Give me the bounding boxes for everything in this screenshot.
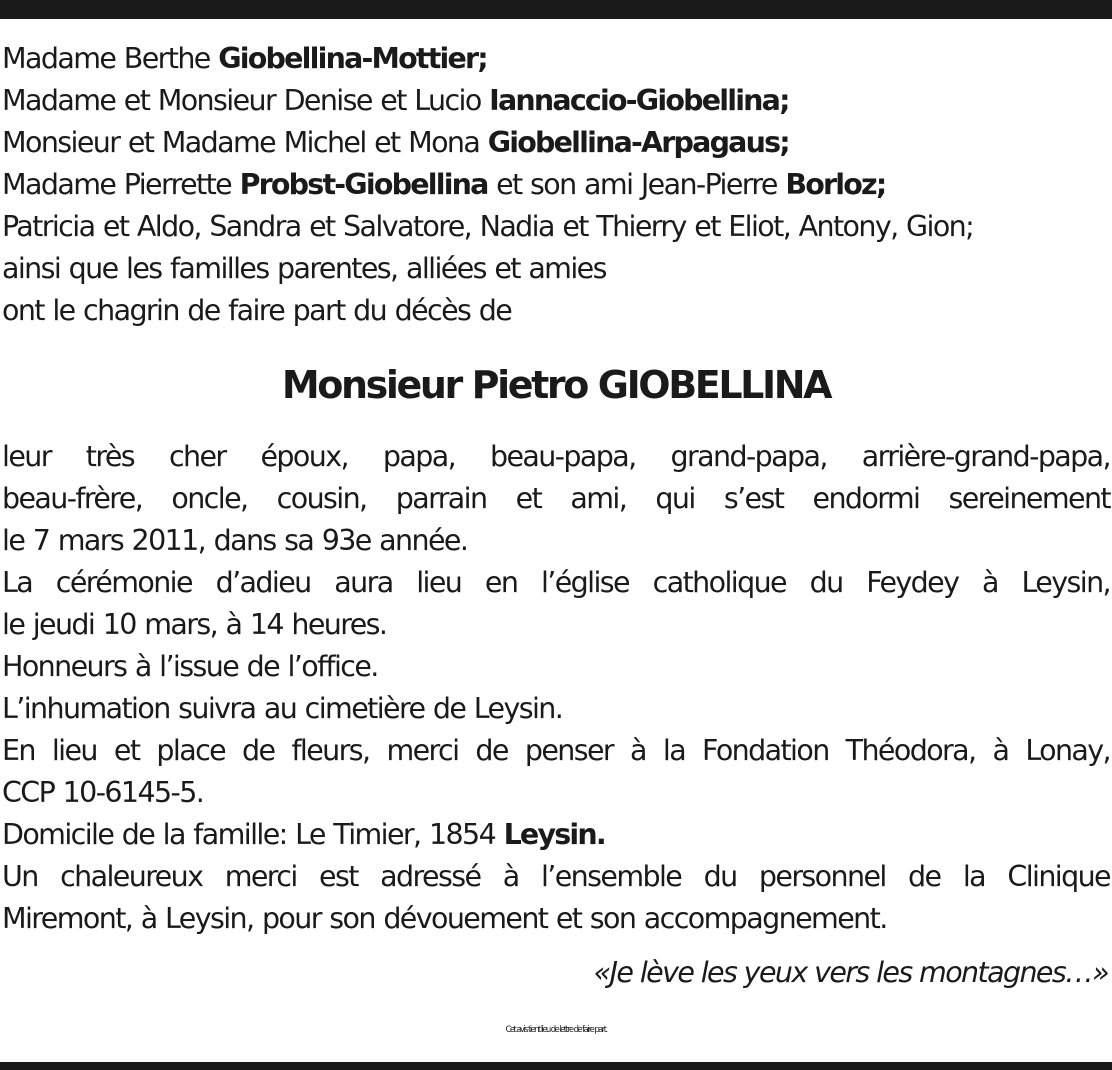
address-text: Domicile de la famille: Le Timier, 1854 [2,818,504,851]
family-line-text: ainsi que les familles parentes, alliées et amies [2,252,606,285]
body-line: Un chaleureux merci est adressé à l’ensemble du personnel de la Clinique [2,860,1110,893]
announcement-intro [2,292,511,330]
body-line: leur très cher époux, papa, beau-papa, grand-papa, arrière-grand-papa, [2,440,1110,473]
family-line [2,208,973,246]
family-line [2,40,487,78]
family-line-text: ont le chagrin de faire part du décès de [2,294,512,327]
closing-note: Cet avis tient lieu de lettre de faire part. [505,1025,607,1035]
body-line: L’inhumation suivra au cimetière de Leysin. [2,692,563,725]
family-line [2,124,789,162]
closing-quote: «Je lève les yeux vers les montagnes…» [593,956,1108,989]
body-line: le 7 mars 2011, dans sa 93e année. [2,524,468,557]
body-line: beau-frère, oncle, cousin, parrain et ami, qui s’est endormi sereinement [2,482,1110,515]
family-line [2,166,885,204]
body-line: La cérémonie d’adieu aura lieu en l’église catholique du Feydey à Leysin, [2,566,1110,599]
family-surname: Probst-Giobellina [239,168,488,201]
body-line: CCP 10-6145-5. [2,776,204,809]
family-line-text: Madame Pierrette [2,168,240,201]
body-line: le jeudi 10 mars, à 14 heures. [2,608,387,641]
family-line [2,250,606,288]
deceased-name-heading: Monsieur Pietro GIOBELLINA [281,363,831,407]
family-surname: Borloz; [785,168,886,201]
body-line: En lieu et place de fleurs, merci de penser à la Fondation Théodora, à Lonay, [2,734,1110,767]
body-line: Miremont, à Leysin, pour son dévouement et son accompagnement. [2,902,887,935]
family-line-text: Madame Berthe [2,42,219,75]
family-line [2,82,789,120]
family-line-text: Monsieur et Madame Michel et Mona [2,126,488,159]
family-surname: Giobellina-Arpagaus; [487,126,789,159]
body-line: Honneurs à l’issue de l’office. [2,650,378,683]
top-border-rule [0,0,1112,19]
family-line-text: Madame et Monsieur Denise et Lucio [2,84,490,117]
address-town: Leysin. [503,818,605,851]
bottom-border-rule [0,1062,1112,1070]
family-line-text: et son ami Jean-Pierre [487,168,786,201]
family-line-text: Patricia et Aldo, Sandra et Salvatore, Nadia et Thierry et Eliot, Antony, Gion; [2,210,974,243]
family-address-line [2,816,1110,854]
family-surname: Iannaccio-Giobellina; [489,84,789,117]
family-surname: Giobellina-Mottier; [218,42,487,75]
